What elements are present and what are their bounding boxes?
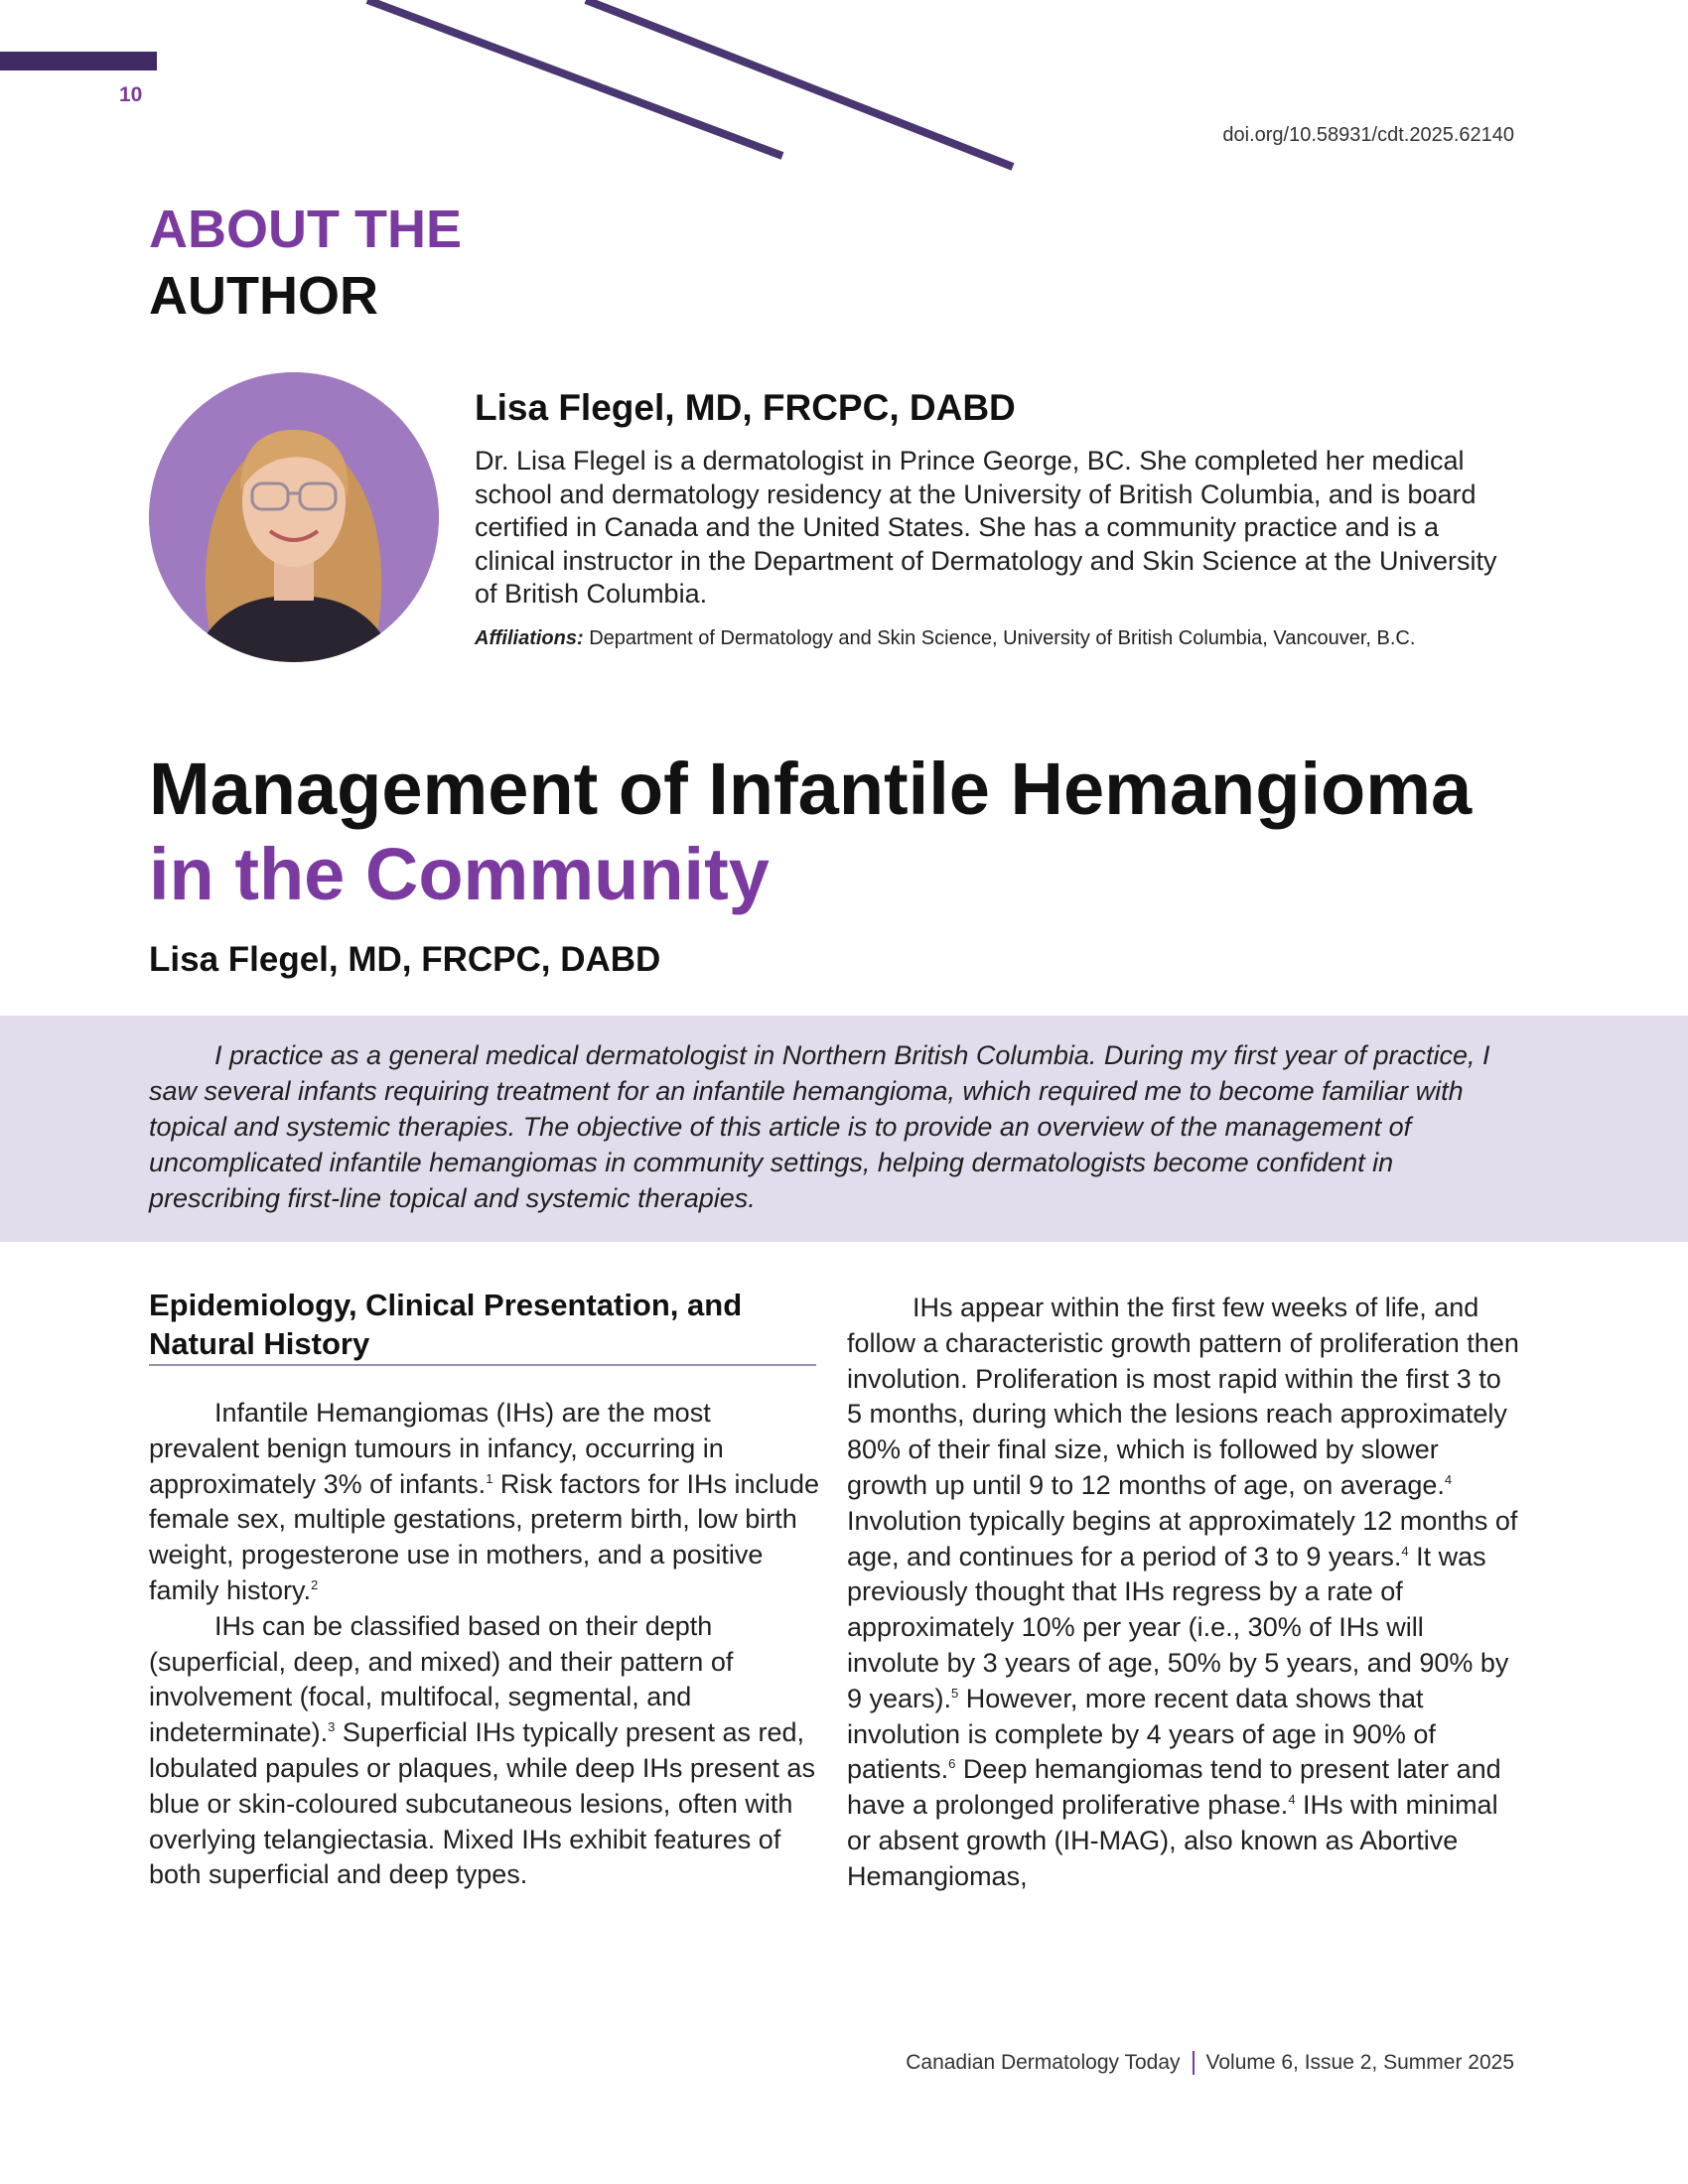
author-photo <box>149 372 439 662</box>
body-text: Risk factors for IHs include female sex, multiple gestations, preterm birth, low birth weight, progesterone use in mothers, and a positive family history. <box>149 1468 820 1605</box>
reference-marker[interactable]: 4 <box>1288 1792 1296 1808</box>
author-bio: Dr. Lisa Flegel is a dermatologist in Prince George, BC. She completed her medical school and dermatology residency at the University of British Columbia, and is board certified in Canada and the United States. She has a community practice and is a clinical instructor in the Department of Dermatology and Skin Science at the University of British Columbia. <box>475 446 1497 609</box>
reference-marker[interactable]: 4 <box>1444 1471 1453 1487</box>
affiliations-label: Affiliations: <box>475 627 584 649</box>
body-paragraph <box>847 1291 1522 1895</box>
affiliations-text: Department of Dermatology and Skin Science, University of British Columbia, Vancouver, B.C. <box>583 627 1416 649</box>
reference-marker[interactable]: 3 <box>328 1719 336 1735</box>
article-title-main: Management of Infantile Hemangioma <box>149 748 1473 830</box>
body-paragraph <box>149 1609 824 1893</box>
body-text: Superficial IHs typically present as red, lobulated papules or plaques, while deep IHs present as blue or skin-coloured subcutaneous lesions, often with overlying telangiectasia. Mixed IHs exhibit features of both superficial and deep types. <box>149 1717 815 1890</box>
body-paragraph <box>149 1396 824 1609</box>
article-title <box>149 747 1539 917</box>
author-affiliations <box>475 625 1448 651</box>
body-column-left <box>149 1396 824 1893</box>
reference-marker[interactable]: 5 <box>951 1685 959 1701</box>
body-text: It was previously thought that IHs regress by a rate of approximately 10% per year (i.e., 30% of IHs will involute by 3 years of age, 50% by 5 years, and 90% by 9 years). <box>847 1541 1509 1713</box>
section-rule <box>149 1364 816 1366</box>
body-text: Infantile Hemangiomas (IHs) are the most prevalent benign tumours in infancy, occurring in approximately 3% of infants. <box>149 1398 724 1499</box>
reference-marker[interactable]: 4 <box>1401 1543 1409 1559</box>
footer-journal: Canadian Dermatology Today <box>906 2051 1181 2074</box>
about-heading-line1: ABOUT THE <box>149 200 462 259</box>
article-byline: Lisa Flegel, MD, FRCPC, DABD <box>149 940 661 979</box>
doi-link[interactable]: doi.org/10.58931/cdt.2025.62140 <box>1222 124 1514 146</box>
body-text: IHs with minimal or absent growth (IH-MAG), also known as Abortive Hemangiomas, <box>847 1790 1498 1891</box>
footer-issue: Volume 6, Issue 2, Summer 2025 <box>1205 2051 1514 2074</box>
body-text: IHs appear within the first few weeks of life, and follow a characteristic growth pattern of proliferation then involution. Proliferation is most rapid within the first 3 to 5 months, during which the lesions reach approximately 80% of their final size, which is followed by slower growth up until 9 to 12 months of age, on average. <box>847 1293 1519 1500</box>
body-text: Involution typically begins at approximately 12 months of age, and continues for a period of 3 to 9 years. <box>847 1505 1518 1571</box>
page-footer <box>774 2051 1514 2075</box>
header-diagonal-lines <box>0 0 1688 199</box>
reference-marker[interactable]: 6 <box>948 1756 956 1772</box>
body-text: However, more recent data shows that involution is complete by 4 years of age in 90% of patients. <box>847 1683 1436 1785</box>
reference-marker[interactable]: 2 <box>311 1576 319 1592</box>
abstract-text: I practice as a general medical dermatologist in Northern British Columbia. During my first year of practice, I saw several infants requiring treatment for an infantile hemangioma, which required me to become familiar with topical and systemic therapies. The objective of this article is to provide an overview of the management of uncomplicated infantile hemangiomas in community settings, helping dermatologists become confident in prescribing first-line topical and systemic therapies. <box>149 1040 1490 1213</box>
article-title-accent: in the Community <box>149 833 770 915</box>
about-heading-line2: AUTHOR <box>149 266 378 326</box>
section-title: Epidemiology, Clinical Presentation, and Natural History <box>149 1288 743 1361</box>
author-name: Lisa Flegel, MD, FRCPC, DABD <box>475 387 1016 428</box>
body-text: Deep hemangiomas tend to present later and have a prolonged proliferative phase. <box>847 1754 1501 1821</box>
page-number: 10 <box>119 83 143 106</box>
body-column-right <box>847 1291 1522 1895</box>
body-text: IHs can be classified based on their depth (superficial, deep, and mixed) and their pattern of involvement (focal, multifocal, segmental, and indeterminate). <box>149 1610 734 1748</box>
reference-marker[interactable]: 1 <box>486 1470 493 1486</box>
footer-separator <box>1193 2051 1195 2075</box>
